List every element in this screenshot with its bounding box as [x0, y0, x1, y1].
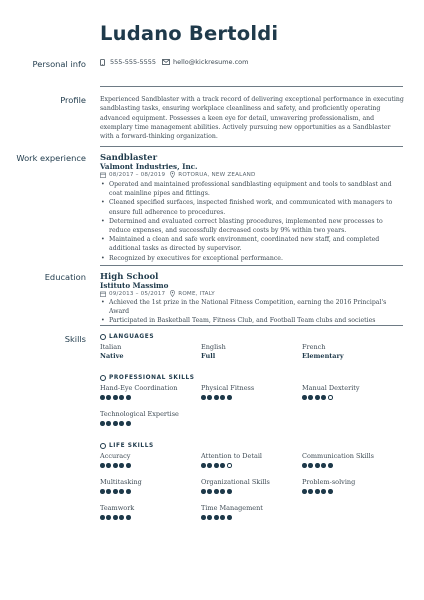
education-degree: High School	[100, 272, 159, 282]
skill-name: Manual Dexterity	[302, 384, 360, 392]
rating-dot-filled	[308, 489, 313, 494]
skill-name: Hand-Eye Coordination	[100, 384, 178, 392]
life-skills-heading	[100, 443, 154, 449]
skill-rating	[201, 395, 233, 400]
rating-dot-filled	[214, 515, 219, 520]
rating-dot-filled	[207, 515, 212, 520]
rating-dot-filled	[220, 463, 225, 468]
life-skills-heading-label: LIFE SKILLS	[109, 443, 154, 449]
section-label-work-experience: Work experience	[16, 153, 86, 163]
rating-dot-filled	[201, 395, 206, 400]
skill-name: Organizational Skills	[201, 478, 270, 486]
job-title: Sandblaster	[100, 153, 158, 163]
list-item: • Maintained a clean and safe work environment, coordinated new staff, and completed additional tasks as directed by supervisor.	[100, 235, 405, 253]
rating-dot-filled	[227, 395, 232, 400]
rating-dot-filled	[315, 489, 320, 494]
skill-rating	[201, 489, 233, 494]
divider-education	[100, 265, 403, 266]
work-location: ROTORUA, NEW ZEALAND	[178, 171, 256, 178]
location-pin-icon	[170, 290, 175, 297]
list-item: • Operated and maintained professional sandblasting equipment and tools to sandblast and coat mainline pipes and fittings.	[100, 180, 405, 198]
rating-dot-filled	[220, 395, 225, 400]
skill-rating	[201, 463, 233, 468]
rating-dot-filled	[321, 489, 326, 494]
skill-rating	[100, 395, 132, 400]
education-location: ROME, ITALY	[178, 290, 215, 297]
rating-dot-filled	[100, 463, 105, 468]
candidate-name: Ludano Bertoldi	[100, 22, 279, 45]
school-name: Istituto Massimo	[100, 281, 169, 290]
rating-dot-filled	[126, 489, 131, 494]
divider-work	[100, 146, 403, 147]
info-circle-icon	[100, 334, 106, 340]
rating-dot-filled	[302, 489, 307, 494]
rating-dot-filled	[100, 515, 105, 520]
language-name: French	[302, 343, 326, 351]
skill-rating	[100, 421, 132, 426]
skill-name: Technological Expertise	[100, 410, 179, 418]
education-bullets	[100, 298, 405, 326]
rating-dot-filled	[315, 463, 320, 468]
professional-skills-heading-label: PROFESSIONAL SKILLS	[109, 375, 195, 381]
rating-dot-filled	[308, 463, 313, 468]
divider-skills	[100, 325, 403, 326]
rating-dot-filled	[126, 395, 131, 400]
language-level: Full	[201, 352, 216, 360]
skill-name: Time Management	[201, 504, 263, 512]
rating-dot-filled	[113, 489, 118, 494]
phone-icon	[100, 59, 105, 66]
skill-name: Physical Fitness	[201, 384, 255, 392]
rating-dot-filled	[113, 463, 118, 468]
rating-dot-filled	[126, 515, 131, 520]
languages-heading	[100, 334, 154, 340]
phone-number[interactable]: 555-555-5555	[110, 58, 157, 66]
rating-dot-filled	[119, 489, 124, 494]
rating-dot-filled	[315, 395, 320, 400]
rating-dot-filled	[201, 463, 206, 468]
rating-dot-filled	[119, 395, 124, 400]
rating-dot-filled	[328, 463, 333, 468]
rating-dot-filled	[302, 463, 307, 468]
language-level: Elementary	[302, 352, 344, 360]
work-meta	[100, 171, 256, 178]
skill-rating	[302, 463, 334, 468]
skill-name: Accuracy	[100, 452, 131, 460]
rating-dot-filled	[207, 395, 212, 400]
skill-rating	[201, 515, 233, 520]
skill-rating	[302, 489, 334, 494]
rating-dot-filled	[106, 489, 111, 494]
rating-dot-filled	[220, 515, 225, 520]
work-bullets	[100, 180, 405, 263]
rating-dot-filled	[119, 463, 124, 468]
list-item: • Determined and evaluated correct blasting procedures, implemented new processes to reduce expenses, and successfully decreased costs by 9% within two years.	[100, 217, 405, 235]
rating-dot-filled	[214, 395, 219, 400]
location-pin-icon	[170, 171, 175, 178]
info-circle-icon	[100, 375, 106, 381]
skill-rating	[100, 515, 132, 520]
section-label-skills: Skills	[64, 334, 86, 344]
skill-rating	[100, 463, 132, 468]
skill-name: Multitasking	[100, 478, 142, 486]
work-dates: 08/2017 – 08/2019	[109, 171, 166, 178]
rating-dot-filled	[201, 515, 206, 520]
info-circle-icon	[100, 443, 106, 449]
rating-dot-filled	[100, 489, 105, 494]
rating-dot-filled	[113, 515, 118, 520]
rating-dot-filled	[113, 395, 118, 400]
rating-dot-empty	[328, 395, 333, 400]
education-meta	[100, 290, 215, 297]
list-item: • Achieved the 1st prize in the National Fitness Competition, earning the 2016 Principal's Award	[100, 298, 405, 316]
skill-name: Communication Skills	[302, 452, 375, 460]
rating-dot-filled	[214, 463, 219, 468]
calendar-icon	[100, 172, 106, 178]
rating-dot-filled	[302, 395, 307, 400]
rating-dot-filled	[119, 515, 124, 520]
rating-dot-filled	[119, 421, 124, 426]
rating-dot-filled	[220, 489, 225, 494]
rating-dot-filled	[321, 395, 326, 400]
skill-name: Teamwork	[100, 504, 135, 512]
divider-profile	[100, 86, 403, 87]
language-level: Native	[100, 352, 124, 360]
rating-dot-filled	[201, 489, 206, 494]
section-label-profile: Profile	[60, 95, 86, 105]
list-item: • Recognized by executives for exceptional performance.	[100, 254, 405, 263]
rating-dot-filled	[113, 421, 118, 426]
skill-rating	[302, 395, 334, 400]
rating-dot-filled	[100, 395, 105, 400]
language-name: Italian	[100, 343, 122, 351]
rating-dot-filled	[106, 421, 111, 426]
rating-dot-filled	[126, 421, 131, 426]
languages-heading-label: LANGUAGES	[109, 334, 155, 340]
skill-name: Attention to Detail	[201, 452, 262, 460]
education-dates: 09/2013 – 05/2017	[109, 290, 166, 297]
rating-dot-filled	[106, 395, 111, 400]
rating-dot-filled	[100, 421, 105, 426]
skill-rating	[100, 489, 132, 494]
list-item: • Cleaned specified surfaces, inspected finished work, and communicated with managers to ensure full adherence to procedures.	[100, 198, 405, 216]
contact-line	[100, 58, 248, 66]
company-name: Valmont Industries, Inc.	[100, 162, 198, 171]
rating-dot-filled	[106, 515, 111, 520]
rating-dot-filled	[207, 489, 212, 494]
language-name: English	[201, 343, 226, 351]
professional-skills-heading	[100, 375, 195, 381]
rating-dot-filled	[227, 489, 232, 494]
section-label-education: Education	[44, 272, 86, 282]
rating-dot-filled	[106, 463, 111, 468]
rating-dot-filled	[126, 463, 131, 468]
rating-dot-filled	[321, 463, 326, 468]
rating-dot-filled	[227, 515, 232, 520]
email-address[interactable]: hello@kickresume.com	[173, 58, 249, 66]
rating-dot-empty	[227, 463, 232, 468]
envelope-icon	[162, 59, 170, 65]
rating-dot-filled	[328, 489, 333, 494]
rating-dot-filled	[214, 489, 219, 494]
skill-name: Problem-solving	[302, 478, 356, 486]
section-label-personal-info: Personal info	[32, 59, 86, 69]
profile-summary: Experienced Sandblaster with a track record of delivering exceptional performance in executing sandblasting tasks, ensuring workplace cleanliness and safety, and proficiently operating advanced equipment. Possesses a keen eye for detail, unwavering professionalism, and exemplary time management abilities. Actively pursuing new opportunities as a Sandblaster with a forward-thinking organization.	[100, 96, 404, 141]
rating-dot-filled	[308, 395, 313, 400]
rating-dot-filled	[207, 463, 212, 468]
calendar-icon	[100, 291, 106, 297]
list-item: • Participated in Basketball Team, Fitness Club, and Football Team clubs and societies	[100, 316, 405, 325]
